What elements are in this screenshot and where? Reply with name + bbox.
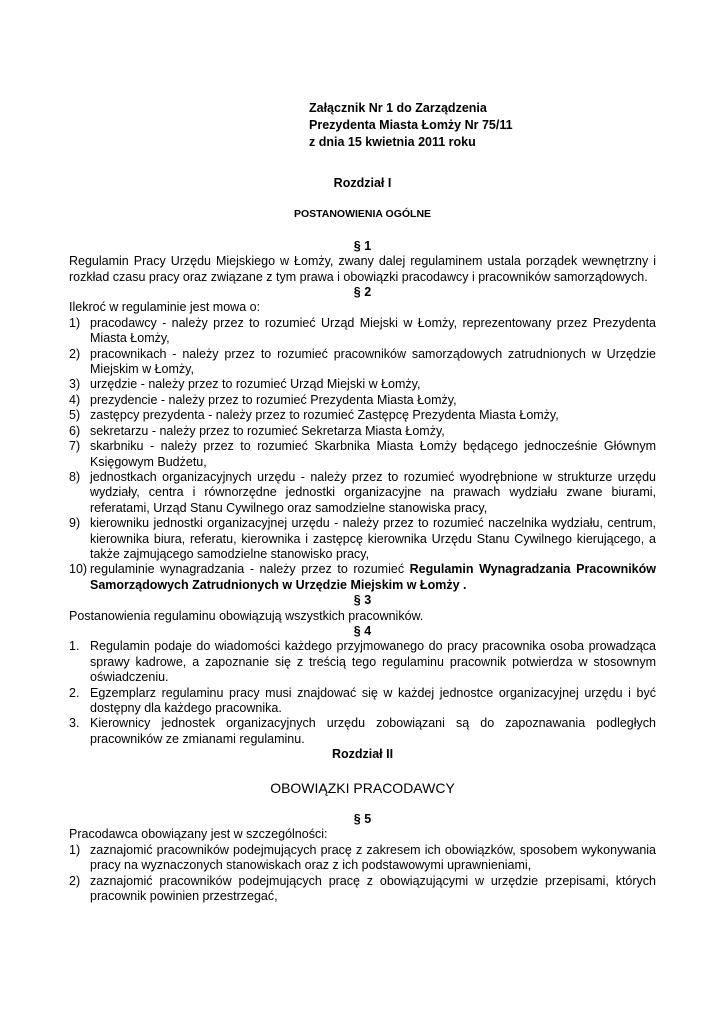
section-2-list: [69, 316, 656, 563]
list-number: 1): [69, 842, 81, 857]
list-text: Kierownicy jednostek organizacyjnych urzędu zobowiązani są do zapoznawania podległych pracowników ze zmianami regulaminu.: [90, 716, 656, 746]
section-1-text: Regulamin Pracy Urzędu Miejskiego w Łomży, zwany dalej regulaminem ustala porządek wewnętrzny i rozkład czasu pracy oraz związane z tym prawa i obowiązki pracodawcy i pracowników samorządowych.: [69, 254, 656, 284]
attachment-header: [309, 100, 513, 151]
document-body: [69, 176, 656, 904]
list-text: kierowniku jednostki organizacyjnej urzędu - należy przez to rozumieć naczelnika wydziału, centrum, kierownika biura, referatu, kierownika i zastępcę kierownika Urzędu Stanu Cywilnego kierującego, a także zajmującego samodzielne stanowisko pracy,: [90, 516, 656, 561]
list-number: 2): [69, 346, 81, 361]
list-number: 9): [69, 516, 81, 531]
chapter-1-subtitle: POSTANOWIENIA OGÓLNE: [293, 208, 432, 221]
section-5-label: § 5: [353, 812, 372, 827]
list-number: 2.: [69, 685, 80, 700]
list-item: [69, 516, 656, 562]
list-item: [69, 639, 656, 685]
list-text: zaznajomić pracowników podejmujących pracę z obowiązującymi w urzędzie przepisami, których pracownik powinien przestrzegać,: [90, 873, 656, 904]
list-text: regulaminie wynagradzania - należy przez to rozumieć: [90, 562, 410, 577]
list-item: [69, 393, 656, 408]
list-number: 3): [69, 377, 81, 392]
header-line-2: Prezydenta Miasta Łomży Nr 75/11: [309, 118, 513, 132]
list-text: sekretarzu - należy przez to rozumieć Sekretarza Miasta Łomży,: [90, 423, 445, 438]
list-text: zaznajomić pracowników podejmujących pracę z zakresem ich obowiązków, sposobem wykonywania pracy na wyznaczonych stanowiskach oraz z ich podstawowymi uprawnieniami,: [90, 842, 656, 873]
list-text: zastępcy prezydenta - należy przez to rozumieć Zastępcę Prezydenta Miasta Łomży,: [90, 408, 559, 423]
list-item: [69, 686, 656, 717]
list-text: skarbniku - należy przez to rozumieć Skarbnika Miasta Łomży będącego jednocześnie Głównym Księgowym Budżetu,: [90, 439, 656, 469]
list-text: urzędzie - należy przez to rozumieć Urząd Miejski w Łomży,: [90, 377, 421, 392]
section-1-label: § 1: [353, 238, 372, 253]
list-item: [69, 562, 656, 593]
list-item: [69, 843, 656, 874]
list-number: 1.: [69, 639, 80, 654]
list-number: 2): [69, 873, 81, 888]
list-text: pracodawcy - należy przez to rozumieć Urząd Miejski w Łomży, reprezentowany przez Prezydenta Miasta Łomży,: [90, 315, 656, 346]
header-line-1: Załącznik Nr 1 do Zarządzenia: [309, 101, 487, 115]
regulation-name: Regulamin Wynagradzania Pracowników Samorządowych Zatrudnionych w Urzędzie Miejskim w Łomży .: [90, 562, 656, 592]
chapter-2-title: Rozdział II: [331, 747, 394, 762]
list-item: [69, 347, 656, 378]
list-item: [69, 408, 656, 423]
section-2-item-10: [69, 562, 656, 593]
list-number: 1): [69, 315, 81, 330]
section-5-intro: Pracodawca obowiązany jest w szczególności:: [69, 827, 328, 842]
section-5-list: [69, 843, 656, 905]
list-text: prezydencie - należy przez to rozumieć Prezydenta Miasta Łomży,: [90, 392, 457, 407]
list-item: [69, 874, 656, 905]
chapter-2-subtitle: OBOWIĄZKI PRACODAWCY: [270, 779, 455, 796]
list-number: 5): [69, 408, 81, 423]
list-text: Egzemplarz regulaminu pracy musi znajdować się w każdej jednostce organizacyjnej urzędu i być dostępny dla każdego pracownika.: [90, 685, 656, 715]
list-number: 10): [69, 562, 88, 577]
chapter-1-title: Rozdział I: [333, 176, 392, 190]
list-number: 6): [69, 423, 81, 438]
list-item: [69, 316, 656, 347]
list-number: 3.: [69, 716, 80, 731]
list-text: jednostkach organizacyjnych urzędu - należy przez to rozumieć wyodrębnione w strukturze urzędu wydziały, centra i równorzędne jednostki organizacyjne na prawach wydziału zwane biurami, referatami, Urząd Stanu Cywilnego oraz samodzielne stanowiska pracy,: [90, 469, 656, 515]
list-item: [69, 470, 656, 516]
section-4-list: [69, 639, 656, 747]
section-3-label: § 3: [353, 593, 372, 608]
list-number: 8): [69, 469, 81, 484]
section-3-text: Postanowienia regulaminu obowiązują wszystkich pracowników.: [69, 608, 424, 623]
list-text: Regulamin podaje do wiadomości każdego przyjmowanego do pracy pracownika osoba prowadząca sprawy kadrowe, a zapoznanie się z treścią tego regulaminu pracownik potwierdza w stosownym oświadczeniu.: [90, 639, 656, 685]
section-2-intro: Ilekroć w regulaminie jest mowa o:: [69, 300, 261, 315]
list-item: [69, 439, 656, 470]
list-number: 7): [69, 439, 81, 454]
list-item: [69, 424, 656, 439]
header-line-3: z dnia 15 kwietnia 2011 roku: [309, 135, 476, 149]
section-2-label: § 2: [353, 285, 372, 300]
list-number: 4): [69, 392, 81, 407]
list-item: [69, 716, 656, 747]
list-text: pracownikach - należy przez to rozumieć pracowników samorządowych zatrudnionych w Urzędzie Miejskim w Łomży,: [90, 346, 656, 377]
section-4-label: § 4: [353, 623, 372, 638]
list-item: [69, 377, 656, 392]
